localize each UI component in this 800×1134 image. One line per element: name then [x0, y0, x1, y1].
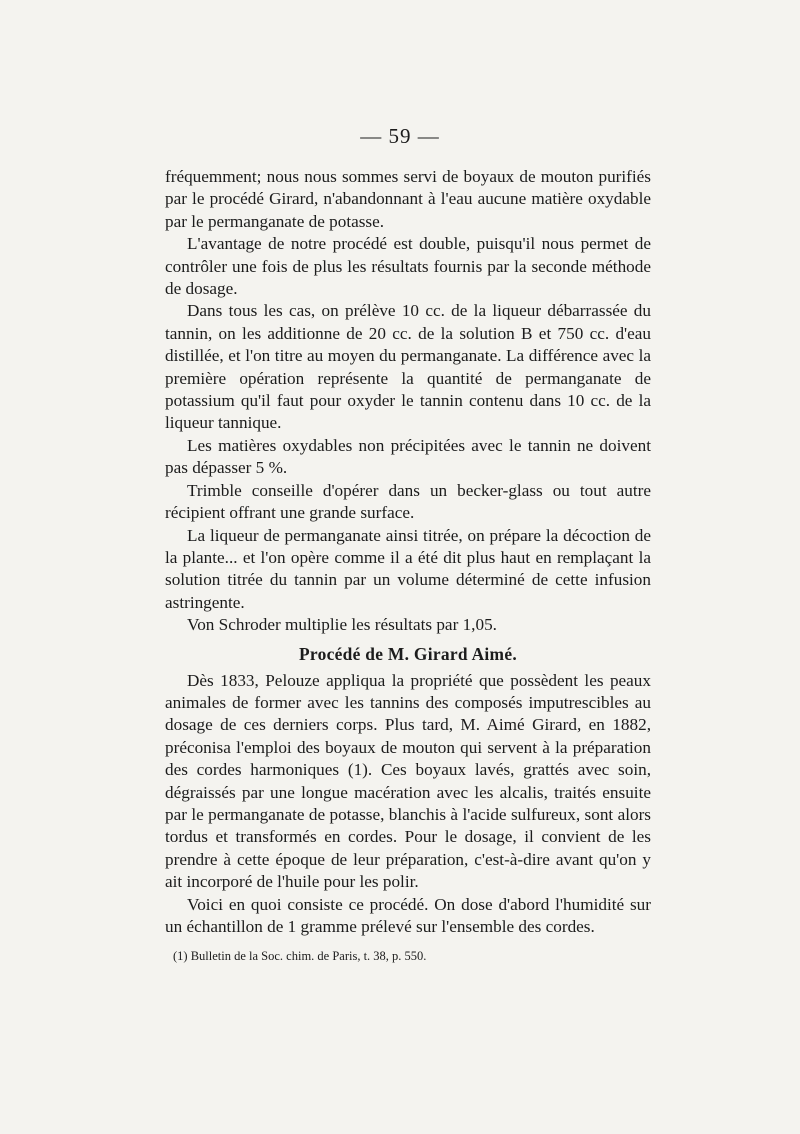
- footnote: (1) Bulletin de la Soc. chim. de Paris, t. 38, p. 550.: [173, 949, 427, 964]
- paragraph: Dès 1833, Pelouze appliqua la propriété que possèdent les peaux animales de former avec les tannins des composés imputrescibles au dosage de ces derniers corps. Plus tard, M. Aimé Girard, en 1882, préconisa l'emploi des boyaux de mouton qui servent à la préparation des cordes harmoniques (1). Ces boyaux lavés, grattés avec soin, dégraissés par une longue macération avec les alcalis, traités ensuite par le permanganate de potasse, blanchis à l'acide sulfureux, sont alors tordus et transformés en cordes. Pour le dosage, il convient de les prendre à cette époque de leur préparation, c'est-à-dire avant qu'on y ait incorporé de l'huile pour les polir.: [165, 670, 651, 892]
- paragraph: L'avantage de notre procédé est double, puisqu'il nous permet de contrôler une fois de plus les résultats fournis par la seconde méthode de dosage.: [165, 234, 651, 299]
- section-heading: Procédé de M. Girard Aimé.: [298, 643, 518, 664]
- paragraph-continuation: fréquemment; nous nous sommes servi de boyaux de mouton purifiés par le procédé Girard, n'abandonnant à l'eau aucune matière oxydable par le permanganate de potasse.: [165, 167, 651, 231]
- page-number: — 59 —: [360, 124, 440, 148]
- body-text: [165, 166, 651, 964]
- paragraph: Trimble conseille d'opérer dans un becker-glass ou tout autre récipient offrant une grande surface.: [165, 480, 651, 523]
- paragraph: La liqueur de permanganate ainsi titrée, on prépare la décoction de la plante... et l'on opère comme il a été dit plus haut en remplaçant la solution titrée du tannin par un volume déterminé de cette infusion astringente.: [165, 525, 651, 612]
- paragraph: Les matières oxydables non précipitées avec le tannin ne doivent pas dépasser 5 %.: [165, 435, 651, 478]
- paragraph: Von Schroder multiplie les résultats par 1,05.: [187, 615, 497, 635]
- paragraph: Dans tous les cas, on prélève 10 cc. de la liqueur débarrassée du tannin, on les additionne de 20 cc. de la solution B et 750 cc. d'eau distillée, et l'on titre au moyen du permanganate. La différence avec la première opération représente la quantité de permanganate de potassium qu'il faut pour oxyder le tannin contenu dans 10 cc. de la liqueur tannique.: [165, 301, 651, 433]
- paragraph: Voici en quoi consiste ce procédé. On dose d'abord l'humidité sur un échantillon de 1 gramme prélevé sur l'ensemble des cordes.: [165, 894, 651, 936]
